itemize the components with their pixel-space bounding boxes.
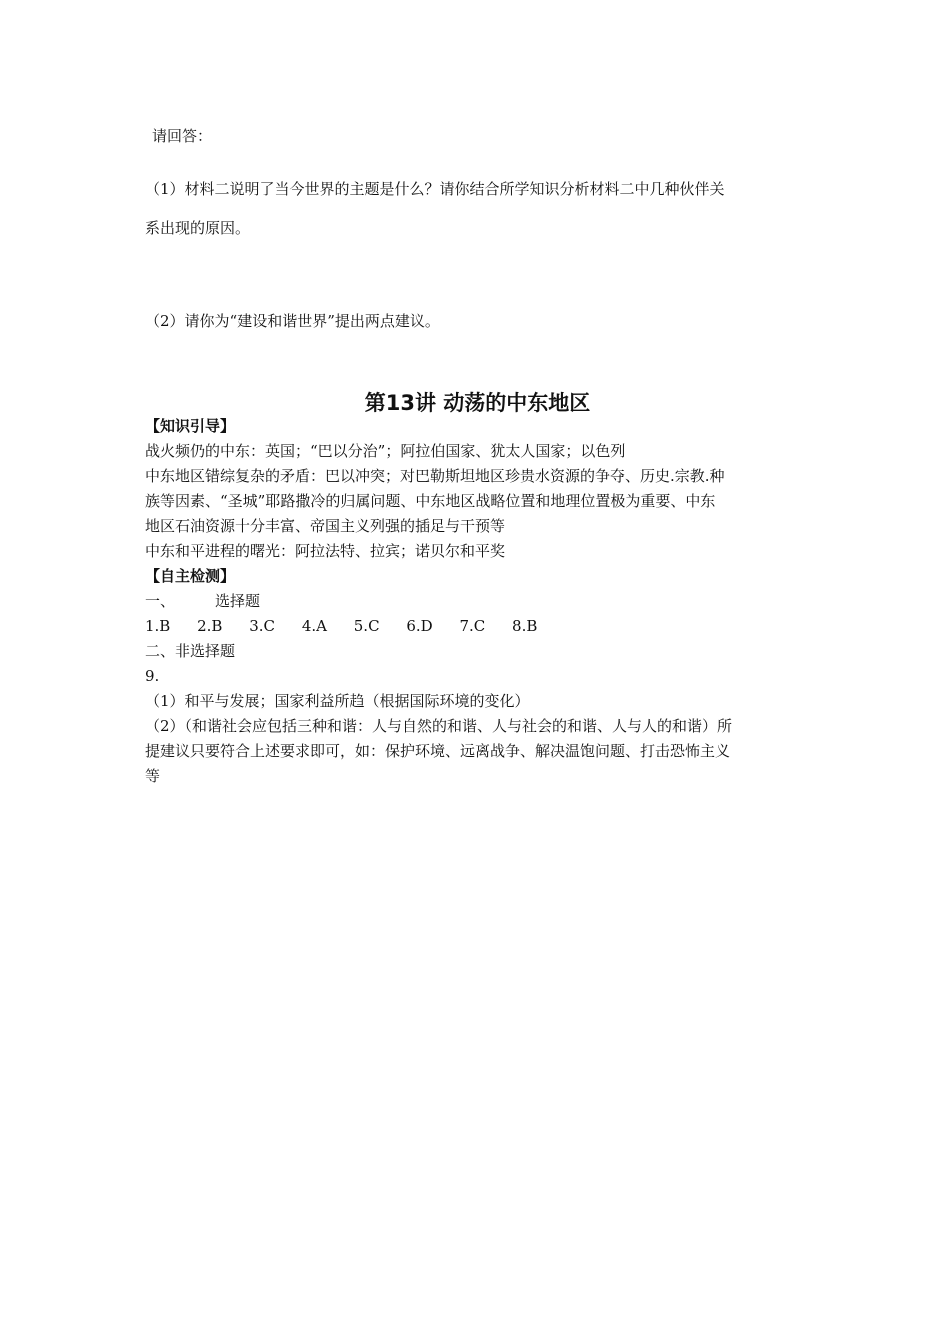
self-check-heading: 【自主检测】 — [145, 567, 236, 585]
lesson-title: 第13讲 动荡的中东地区 — [364, 391, 591, 415]
mc-answer: 5.C — [353, 617, 380, 635]
knowledge-line: 中东地区错综复杂的矛盾：巴以冲突；对巴勒斯坦地区珍贵水资源的争夺、历史.宗教.种 — [145, 467, 725, 485]
section-1-number: 一、 — [145, 592, 176, 610]
mc-answer: 1.B — [145, 617, 171, 635]
question-2: （2）请你为“建设和谐世界”提出两点建议。 — [145, 312, 440, 330]
mc-answer: 8.B — [512, 617, 538, 635]
knowledge-line: 族等因素、“圣城”耶路撒冷的归属问题、中东地区战略位置和地理位置极为重要、中东 — [145, 492, 716, 510]
mc-answer: 7.C — [459, 617, 486, 635]
section-1-heading — [145, 589, 810, 614]
knowledge-heading: 【知识引导】 — [145, 417, 236, 435]
mc-answer: 3.C — [249, 617, 276, 635]
answer-2-line: （2）（和谐社会应包括三种和谐：人与自然的和谐、人与社会的和谐、人与人的和谐）所 — [145, 717, 733, 735]
question-1-line-2: 系出现的原因。 — [145, 219, 251, 237]
knowledge-line: 地区石油资源十分丰富、帝国主义列强的插足与干预等 — [145, 517, 506, 535]
section-1-label: 选择题 — [215, 592, 261, 610]
question-1-line-1: （1）材料二说明了当今世界的主题是什么？请你结合所学知识分析材料二中几种伙伴关 — [145, 180, 725, 198]
answer-2-line: 等 — [145, 767, 161, 785]
answer-1: （1）和平与发展；国家利益所趋（根据国际环境的变化） — [145, 692, 530, 710]
mc-answer: 2.B — [197, 617, 223, 635]
knowledge-line: 中东和平进程的曙光：阿拉法特、拉宾；诺贝尔和平奖 — [145, 542, 506, 560]
mc-answer: 6.D — [406, 617, 433, 635]
section-2-heading: 二、非选择题 — [145, 642, 236, 660]
answer-2-line: 提建议只要符合上述要求即可，如：保护环境、远离战争、解决温饱问题、打击恐怖主义 — [145, 742, 731, 760]
mc-answers — [145, 614, 810, 639]
knowledge-line: 战火频仍的中东：英国；“巴以分治”；阿拉伯国家、犹太人国家；以色列 — [145, 442, 626, 460]
mc-answer: 4.A — [301, 617, 327, 635]
question-9-number: 9. — [145, 667, 160, 685]
question-prompt: 请回答： — [152, 127, 213, 145]
